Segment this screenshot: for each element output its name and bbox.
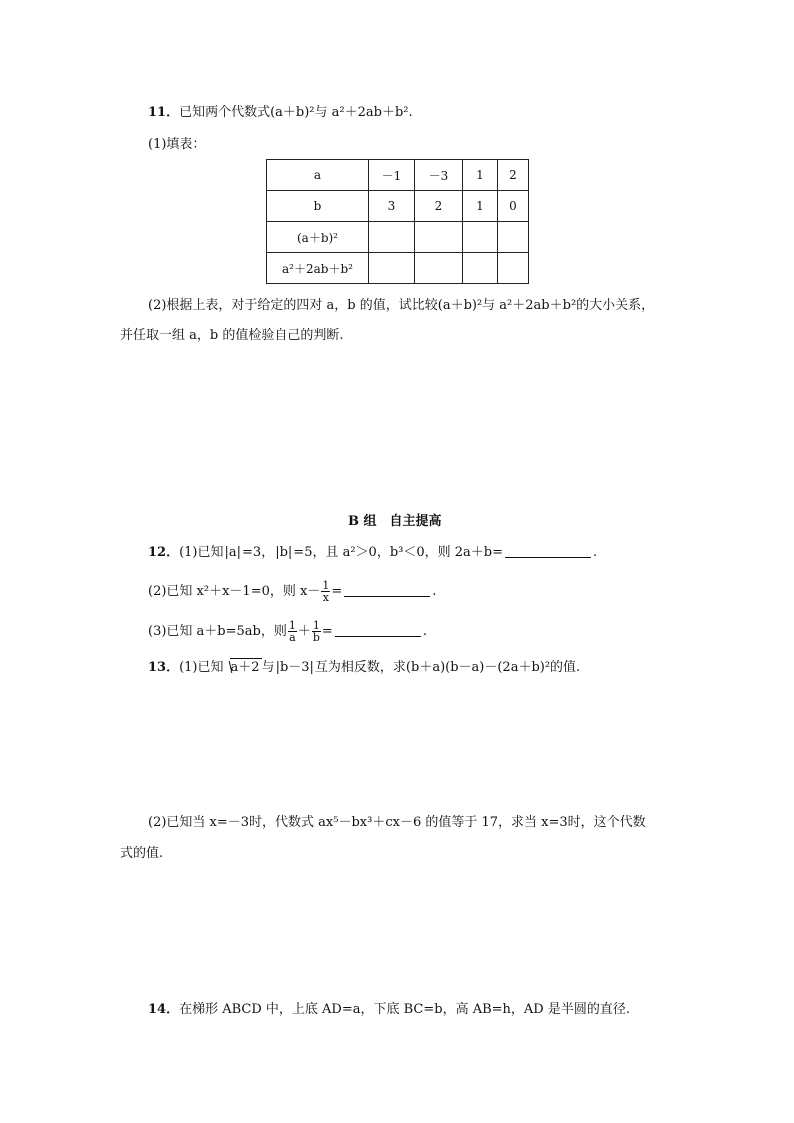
table-cell: －3 <box>415 160 463 191</box>
table-cell: a <box>267 160 369 191</box>
q12-part2-prefix: (2)已知 x²＋x－1=0，则 x－ <box>148 584 321 599</box>
q11-part2-line1: (2)根据上表，对于给定的四对 a，b 的值，试比较(a＋b)²与 a²＋2ab＋b²的大小关系， <box>148 298 655 313</box>
q13-part1-mid: 与 <box>261 660 275 675</box>
q12-part2-suffix: = <box>331 584 343 599</box>
q11-part2-line2: 并任取一组 a，b 的值检验自己的判断. <box>120 328 344 343</box>
answer-cell[interactable] <box>415 222 463 253</box>
table-cell: 1 <box>463 160 498 191</box>
table-cell: 2 <box>498 160 529 191</box>
answer-cell[interactable] <box>369 253 415 284</box>
abs-expression: |b－3| <box>275 660 314 675</box>
answer-cell[interactable] <box>463 253 498 284</box>
fill-table <box>266 159 529 284</box>
q13-number: 13． <box>148 660 180 675</box>
table-cell: 2 <box>415 191 463 222</box>
table-cell: 0 <box>498 191 529 222</box>
q13-part1-prefix: (1)已知 <box>179 660 224 675</box>
table-cell: (a＋b)² <box>267 222 369 253</box>
q12-number: 12． <box>148 545 180 560</box>
table-cell: a²＋2ab＋b² <box>267 253 369 284</box>
q12-part3-prefix: (3)已知 a＋b=5ab，则 <box>148 624 287 639</box>
q11-part1: (1)填表： <box>148 137 206 152</box>
q13-part1-suffix: 互为相反数，求(b＋a)(b－a)－(2a＋b)²的值. <box>314 660 581 675</box>
fraction-denominator: b <box>312 631 320 644</box>
q14-stem <box>148 1001 630 1019</box>
q14-stem-text: 在梯形 ABCD 中，上底 AD=a，下底 BC=b，高 AB=h，AD 是半圆的直径. <box>179 1002 630 1017</box>
plus-sign: ＋ <box>297 624 311 639</box>
answer-blank[interactable] <box>344 584 430 597</box>
table-row <box>267 253 529 284</box>
fraction <box>321 580 330 603</box>
q12-part1-prefix: (1)已知 <box>179 545 224 560</box>
q12-part2 <box>148 580 436 604</box>
abs-a: |a| <box>224 545 242 560</box>
answer-cell[interactable] <box>498 222 529 253</box>
q11-stem <box>148 104 413 122</box>
q14-number: 14． <box>148 1002 180 1017</box>
table-cell: －1 <box>369 160 415 191</box>
q12-part3 <box>148 620 427 644</box>
q13-part2-line1: (2)已知当 x=－3时，代数式 ax⁵－bx³＋cx－6 的值等于 17，求当 x=3时，这个代数 <box>148 815 646 830</box>
table-row <box>267 222 529 253</box>
q13-part2-line2: 式的值. <box>120 846 164 861</box>
q11-stem-text: 已知两个代数式(a＋b)²与 a²＋2ab＋b². <box>179 105 413 120</box>
sqrt-expression: a＋2 <box>230 660 260 675</box>
fraction-numerator: 1 <box>312 619 320 632</box>
table-cell: 3 <box>369 191 415 222</box>
answer-blank[interactable] <box>335 624 421 637</box>
section-title: B 组 自主提高 <box>348 514 442 529</box>
table-cell: b <box>267 191 369 222</box>
q12-part1 <box>148 544 597 562</box>
q12-part1-mid2: =5，且 a²＞0，b³＜0，则 2a＋b= <box>293 545 503 560</box>
fraction-denominator: a <box>289 631 296 644</box>
q12-part1-end: . <box>593 545 598 560</box>
table-row <box>267 160 529 191</box>
answer-cell[interactable] <box>415 253 463 284</box>
fraction-numerator: 1 <box>322 579 330 592</box>
table-cell: 1 <box>463 191 498 222</box>
q13-part1 <box>148 658 580 677</box>
q11-number: 11． <box>148 105 180 120</box>
q12-part2-end: . <box>432 584 437 599</box>
q12-part3-end: . <box>422 624 427 639</box>
answer-cell[interactable] <box>369 222 415 253</box>
fraction-numerator: 1 <box>288 619 296 632</box>
fraction <box>312 620 321 643</box>
q12-part1-mid: =3， <box>242 545 275 560</box>
fraction <box>288 620 297 643</box>
fraction-denominator: x <box>322 591 329 604</box>
abs-b: |b| <box>275 545 293 560</box>
table-row <box>267 191 529 222</box>
answer-cell[interactable] <box>498 253 529 284</box>
answer-cell[interactable] <box>463 222 498 253</box>
q12-part3-suffix: = <box>321 624 333 639</box>
answer-blank[interactable] <box>505 545 591 558</box>
